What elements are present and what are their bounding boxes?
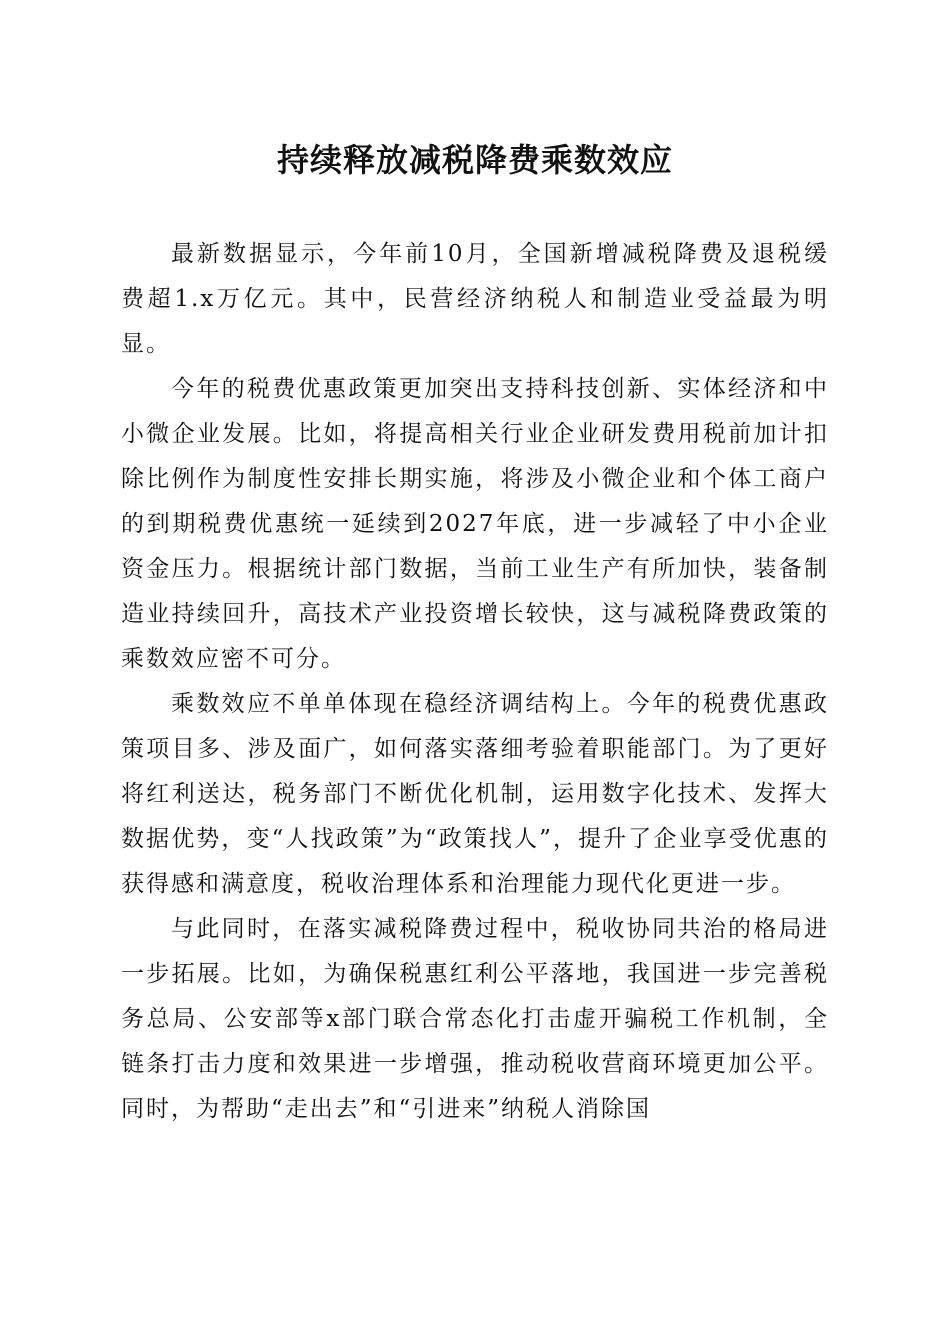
paragraph: 今年的税费优惠政策更加突出支持科技创新、实体经济和中小微企业发展。比如，将提高相关行业企业研发费用税前加计扣除比例作为制度性安排长期实施，将涉及小微企业和个体工商户的到期税费优惠统一延续到2027年底，进一步减轻了中小企业资金压力。根据统计部门数据，当前工业生产有所加快，装备制造业持续回升，高技术产业投资增长较快，这与减税降费政策的乘数效应密不可分。 [121,376,829,672]
document-title: 持续释放减税降费乘数效应 [276,141,673,179]
paragraph: 乘数效应不单单体现在稳经济调结构上。今年的税费优惠政策项目多、涉及面广，如何落实落细考验着职能部门。为了更好将红利送达，税务部门不断优化机制，运用数字化技术、发挥大数据优势，变“人找政策”为“政策找人”，提升了企业享受优惠的获得感和满意度，税收治理体系和治理能力现代化更进一步。 [121,691,829,897]
document-body [121,232,829,1132]
paragraph: 与此同时，在落实减税降费过程中，税收协同共治的格局进一步拓展。比如，为确保税惠红利公平落地，我国进一步完善税务总局、公安部等x部门联合常态化打击虚开骗税工作机制，全链条打击力度和效果进一步增强，推动税收营商环境更加公平。同时，为帮助“走出去”和“引进来”纳税人消除国 [121,916,829,1122]
paragraph: 最新数据显示，今年前10月，全国新增减税降费及退税缓费超1.x万亿元。其中，民营经济纳税人和制造业受益最为明显。 [121,241,829,357]
